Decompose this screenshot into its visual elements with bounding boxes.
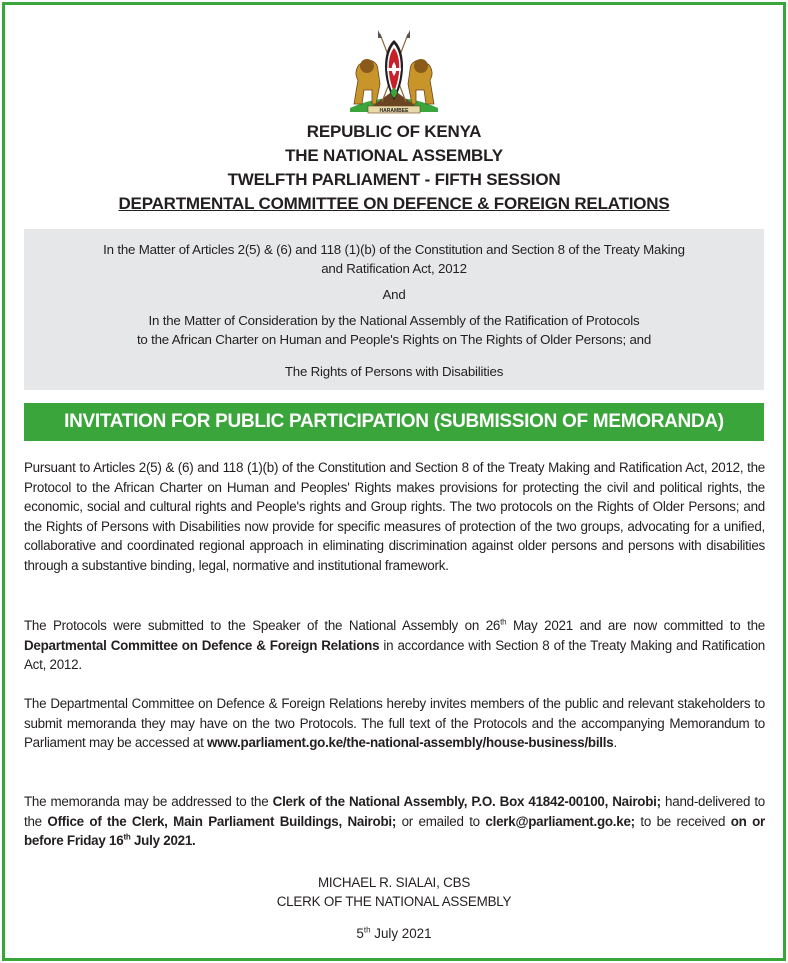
bills-link[interactable]: www.parliament.go.ke/the-national-assembly/house-business/bills <box>207 735 614 751</box>
matter-line: In the Matter of Articles 2(5) & (6) and 118 (1)(b) of the Constitution and Section 8 of the Treaty Making <box>103 242 685 257</box>
matter-box <box>24 229 764 390</box>
kenya-coat-of-arms-icon <box>340 28 448 116</box>
signatory-title: CLERK OF THE NATIONAL ASSEMBLY <box>276 894 512 909</box>
body-paragraph: Pursuant to Articles 2(5) & (6) and 118 (1)(b) of the Constitution and Section 8 of the Treaty Making and Ratification Act, 2012, the Protocol to the African Charter on Human and Peoples' Rights makes provisions for protecting the civil and political rights, the economic, social and cultural rights and People's rights and Group rights. The two protocols on the Rights of Older Persons; and the Rights of Persons with Disabilities now provide for specific measures of protection of the two groups, advocating for a unified, collaborative and coordinated regional approach in eliminating discrimination against older persons and persons with disabilities through a substantive binding, legal, normative and institutional framework. <box>24 460 765 573</box>
matter-line: to the African Charter on Human and People's Rights on The Rights of Older Persons; and <box>136 332 652 347</box>
committee-heading: DEPARTMENTAL COMMITTEE ON DEFENCE & FOREIGN RELATIONS <box>118 194 670 213</box>
email-link[interactable]: clerk@parliament.go.ke; <box>485 813 635 829</box>
matter-line: The Rights of Persons with Disabilities <box>284 364 504 379</box>
crest-motto: HARAMBEE <box>379 108 409 114</box>
matter-and: And <box>382 287 406 302</box>
matter-line: and Ratification Act, 2012 <box>321 261 467 276</box>
committee-name: Departmental Committee on Defence & Foreign Relations <box>24 637 380 653</box>
deadline: on or before Friday 16th July 2021. <box>24 813 765 849</box>
body-paragraph: The Departmental Committee on Defence & Foreign Relations hereby invites members of the public and relevant stakeholders to submit memoranda they may have on the two Protocols. The full text of the Protocols and the accompanying Memorandum to Parliament may be accessed at www.parliament.go.ke/the-national-assembly/house-business/bills. <box>24 696 765 751</box>
office-address: Office of the Clerk, Main Parliament Buildings, Nairobi; <box>47 813 397 829</box>
body-paragraph: The Protocols were submitted to the Speaker of the National Assembly on 26th May 2021 and are now committed to the Departmental Committee on Defence & Foreign Relations in accordance with Section 8 of the Treaty Making and Ratification Act, 2012. <box>24 617 765 673</box>
assembly-heading: THE NATIONAL ASSEMBLY <box>285 146 503 165</box>
matter-line: In the Matter of Consideration by the National Assembly of the Ratification of Protocols <box>148 313 640 328</box>
session-heading: TWELFTH PARLIAMENT - FIFTH SESSION <box>227 170 561 189</box>
postal-address: Clerk of the National Assembly, P.O. Box 41842-00100, Nairobi; <box>272 794 661 809</box>
country-heading: REPUBLIC OF KENYA <box>306 122 482 141</box>
invitation-banner: INVITATION FOR PUBLIC PARTICIPATION (SUBMISSION OF MEMORANDA) <box>24 403 764 441</box>
notice-date: 5th July 2021 <box>356 925 432 941</box>
body-paragraph: The memoranda may be addressed to the Clerk of the National Assembly, P.O. Box 41842-00100, Nairobi; hand-delivered to the Office of the Clerk, Main Parliament Buildings, Nairobi; or emailed to clerk@parliament.go.ke; to be received on or before Friday 16th July 2021. <box>24 794 766 849</box>
signatory-name: MICHAEL R. SIALAI, CBS <box>317 875 471 890</box>
